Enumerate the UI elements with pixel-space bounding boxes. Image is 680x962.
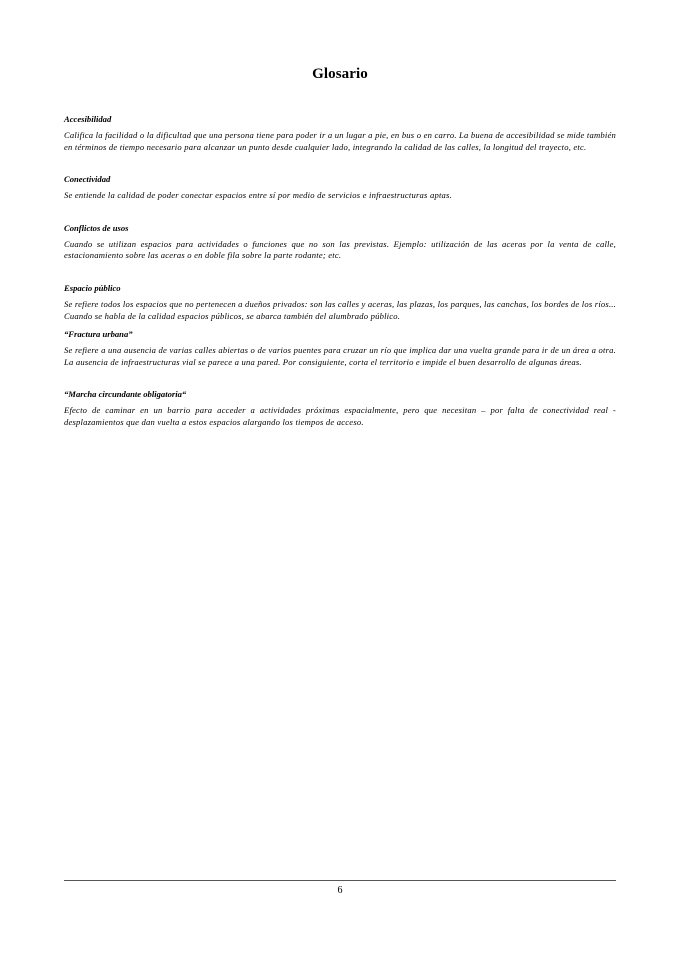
glossary-definition: Califica la facilidad o la dificultad que una persona tiene para poder ir a un lugar a pie, en bus o en carro. La buena de accesibilidad se mide también en términos de tiempo necesario para alcanzar un punto desde cualquier lado, integrando la calidad de las calles, la longitud del trayecto, etc.	[64, 130, 616, 152]
glossary-term: Espacio público	[64, 282, 121, 293]
glossary-definition: Efecto de caminar en un barrio para acceder a actividades próximas espacialmente, pero que necesitan – por falta de conectividad real - desplazamientos que dan vuelta a estos espacios alargando los tiempos de acceso.	[64, 405, 616, 427]
glossary-entry-espacio-publico	[64, 282, 616, 322]
glossary-term: “Marcha circundante obligatoria“	[64, 389, 187, 400]
glossary-definition: Se entiende la calidad de poder conectar espacios entre sí por medio de servicios e infraestructuras aptas.	[64, 190, 452, 201]
glossary-entry-conectividad	[64, 173, 616, 202]
glossary-entry-accesibilidad	[64, 113, 616, 153]
glossary-term: “Fractura urbana”	[64, 329, 133, 340]
page-number: 6	[337, 885, 343, 896]
glossary-list	[64, 113, 616, 429]
glossary-definition: Se refiere todos los espacios que no pertenecen a dueños privados: son las calles y aceras, las plazas, los parques, las canchas, los bordes de los ríos... Cuando se habla de la calidad espacios públicos, se abarca también del alumbrado público.	[64, 298, 616, 321]
glossary-definition: Se refiere a una ausencia de varias calles abiertas o de varios puentes para cruzar un río que implica dar una vuelta grande para ir de un área a otra. La ausencia de infraestructuras vial se parece a una pared. Por consiguiente, corta el territorio e impide el buen desarrollo de algunas áreas.	[64, 345, 616, 367]
glossary-term: Accesibilidad	[64, 114, 112, 124]
page-title: Glosario	[312, 66, 368, 82]
glossary-entry-marcha-circundante-obligatoria	[64, 388, 616, 428]
glossary-term: Conflictos de usos	[64, 222, 129, 233]
glossary-entry-conflictos-de-usos	[64, 222, 616, 262]
glossary-term: Conectividad	[64, 174, 111, 185]
footer-divider	[64, 880, 616, 881]
glossary-definition: Cuando se utilizan espacios para actividades o funciones que no son las previstas. Ejemplo: utilización de las aceras por la venta de calle, estacionamiento sobre las aceras o en doble fila sobre la parte rodante; etc.	[64, 238, 616, 261]
glossary-entry-fractura-urbana	[64, 328, 616, 368]
